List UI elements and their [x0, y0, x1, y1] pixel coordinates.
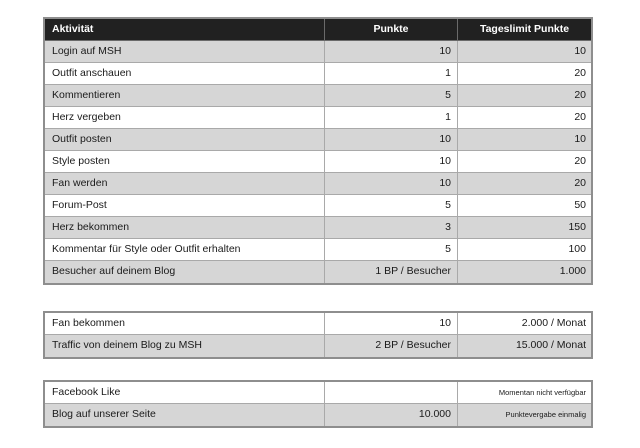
table-row — [45, 129, 591, 151]
special-points-table — [43, 380, 593, 428]
points-cell: 10.000 — [325, 404, 458, 426]
limit-cell: 20 — [574, 111, 586, 123]
activity-cell: Herz bekommen — [45, 217, 325, 238]
points-cell: 5 — [325, 195, 458, 216]
limit-cell: 15.000 / Monat — [515, 339, 586, 351]
table-row — [45, 404, 591, 426]
header-activity: Aktivität — [45, 19, 325, 40]
points-cell: 3 — [325, 217, 458, 238]
limit-cell: 10 — [574, 45, 586, 57]
limit-cell: Punktevergabe einmalig — [505, 410, 586, 419]
activity-cell: Forum-Post — [45, 195, 325, 216]
limit-cell: Momentan nicht verfügbar — [498, 388, 586, 397]
activity-cell: Outfit posten — [45, 129, 325, 150]
table-row — [45, 151, 591, 173]
table-row — [45, 107, 591, 129]
table-row — [45, 173, 591, 195]
activity-cell: Kommentieren — [45, 85, 325, 106]
activity-cell: Besucher auf deinem Blog — [45, 261, 325, 283]
activity-cell: Fan bekommen — [45, 313, 325, 334]
points-cell: 1 — [325, 63, 458, 84]
table-row — [45, 41, 591, 63]
activity-cell: Outfit anschauen — [45, 63, 325, 84]
table-row — [45, 217, 591, 239]
points-cell: 5 — [325, 239, 458, 260]
activity-cell: Style posten — [45, 151, 325, 172]
table-row — [45, 261, 591, 283]
points-cell: 1 — [325, 107, 458, 128]
activity-cell: Facebook Like — [45, 382, 325, 403]
activity-cell: Login auf MSH — [45, 41, 325, 62]
points-table — [43, 17, 593, 285]
table-row — [45, 63, 591, 85]
activity-cell: Herz vergeben — [45, 107, 325, 128]
points-cell: 10 — [325, 313, 458, 334]
limit-cell: 100 — [568, 243, 586, 255]
table-row — [45, 335, 591, 357]
points-cell: 10 — [325, 173, 458, 194]
table-row — [45, 85, 591, 107]
points-cell: 10 — [325, 129, 458, 150]
points-cell: 10 — [325, 151, 458, 172]
limit-cell: 2.000 / Monat — [521, 317, 586, 329]
points-cell: 1 BP / Besucher — [325, 261, 458, 283]
table-row — [45, 313, 591, 335]
activity-cell: Kommentar für Style oder Outfit erhalten — [45, 239, 325, 260]
limit-cell: 20 — [574, 155, 586, 167]
monthly-points-table — [43, 311, 593, 359]
limit-cell: 20 — [574, 177, 586, 189]
activity-cell: Fan werden — [45, 173, 325, 194]
points-cell: 5 — [325, 85, 458, 106]
limit-cell: 50 — [574, 199, 586, 211]
table-row — [45, 239, 591, 261]
points-table-header — [45, 19, 591, 41]
points-cell: 2 BP / Besucher — [325, 335, 458, 357]
activity-cell: Traffic von deinem Blog zu MSH — [45, 335, 325, 357]
header-daily-limit: Tageslimit Punkte — [479, 23, 570, 35]
points-cell: 10 — [325, 41, 458, 62]
limit-cell: 1.000 — [559, 265, 586, 277]
table-row — [45, 195, 591, 217]
activity-cell: Blog auf unserer Seite — [45, 404, 325, 426]
limit-cell: 10 — [574, 133, 586, 145]
table-row — [45, 382, 591, 404]
header-points: Punkte — [325, 19, 458, 40]
limit-cell: 20 — [574, 67, 586, 79]
limit-cell: 20 — [574, 89, 586, 101]
points-cell — [325, 382, 458, 403]
limit-cell: 150 — [568, 221, 586, 233]
